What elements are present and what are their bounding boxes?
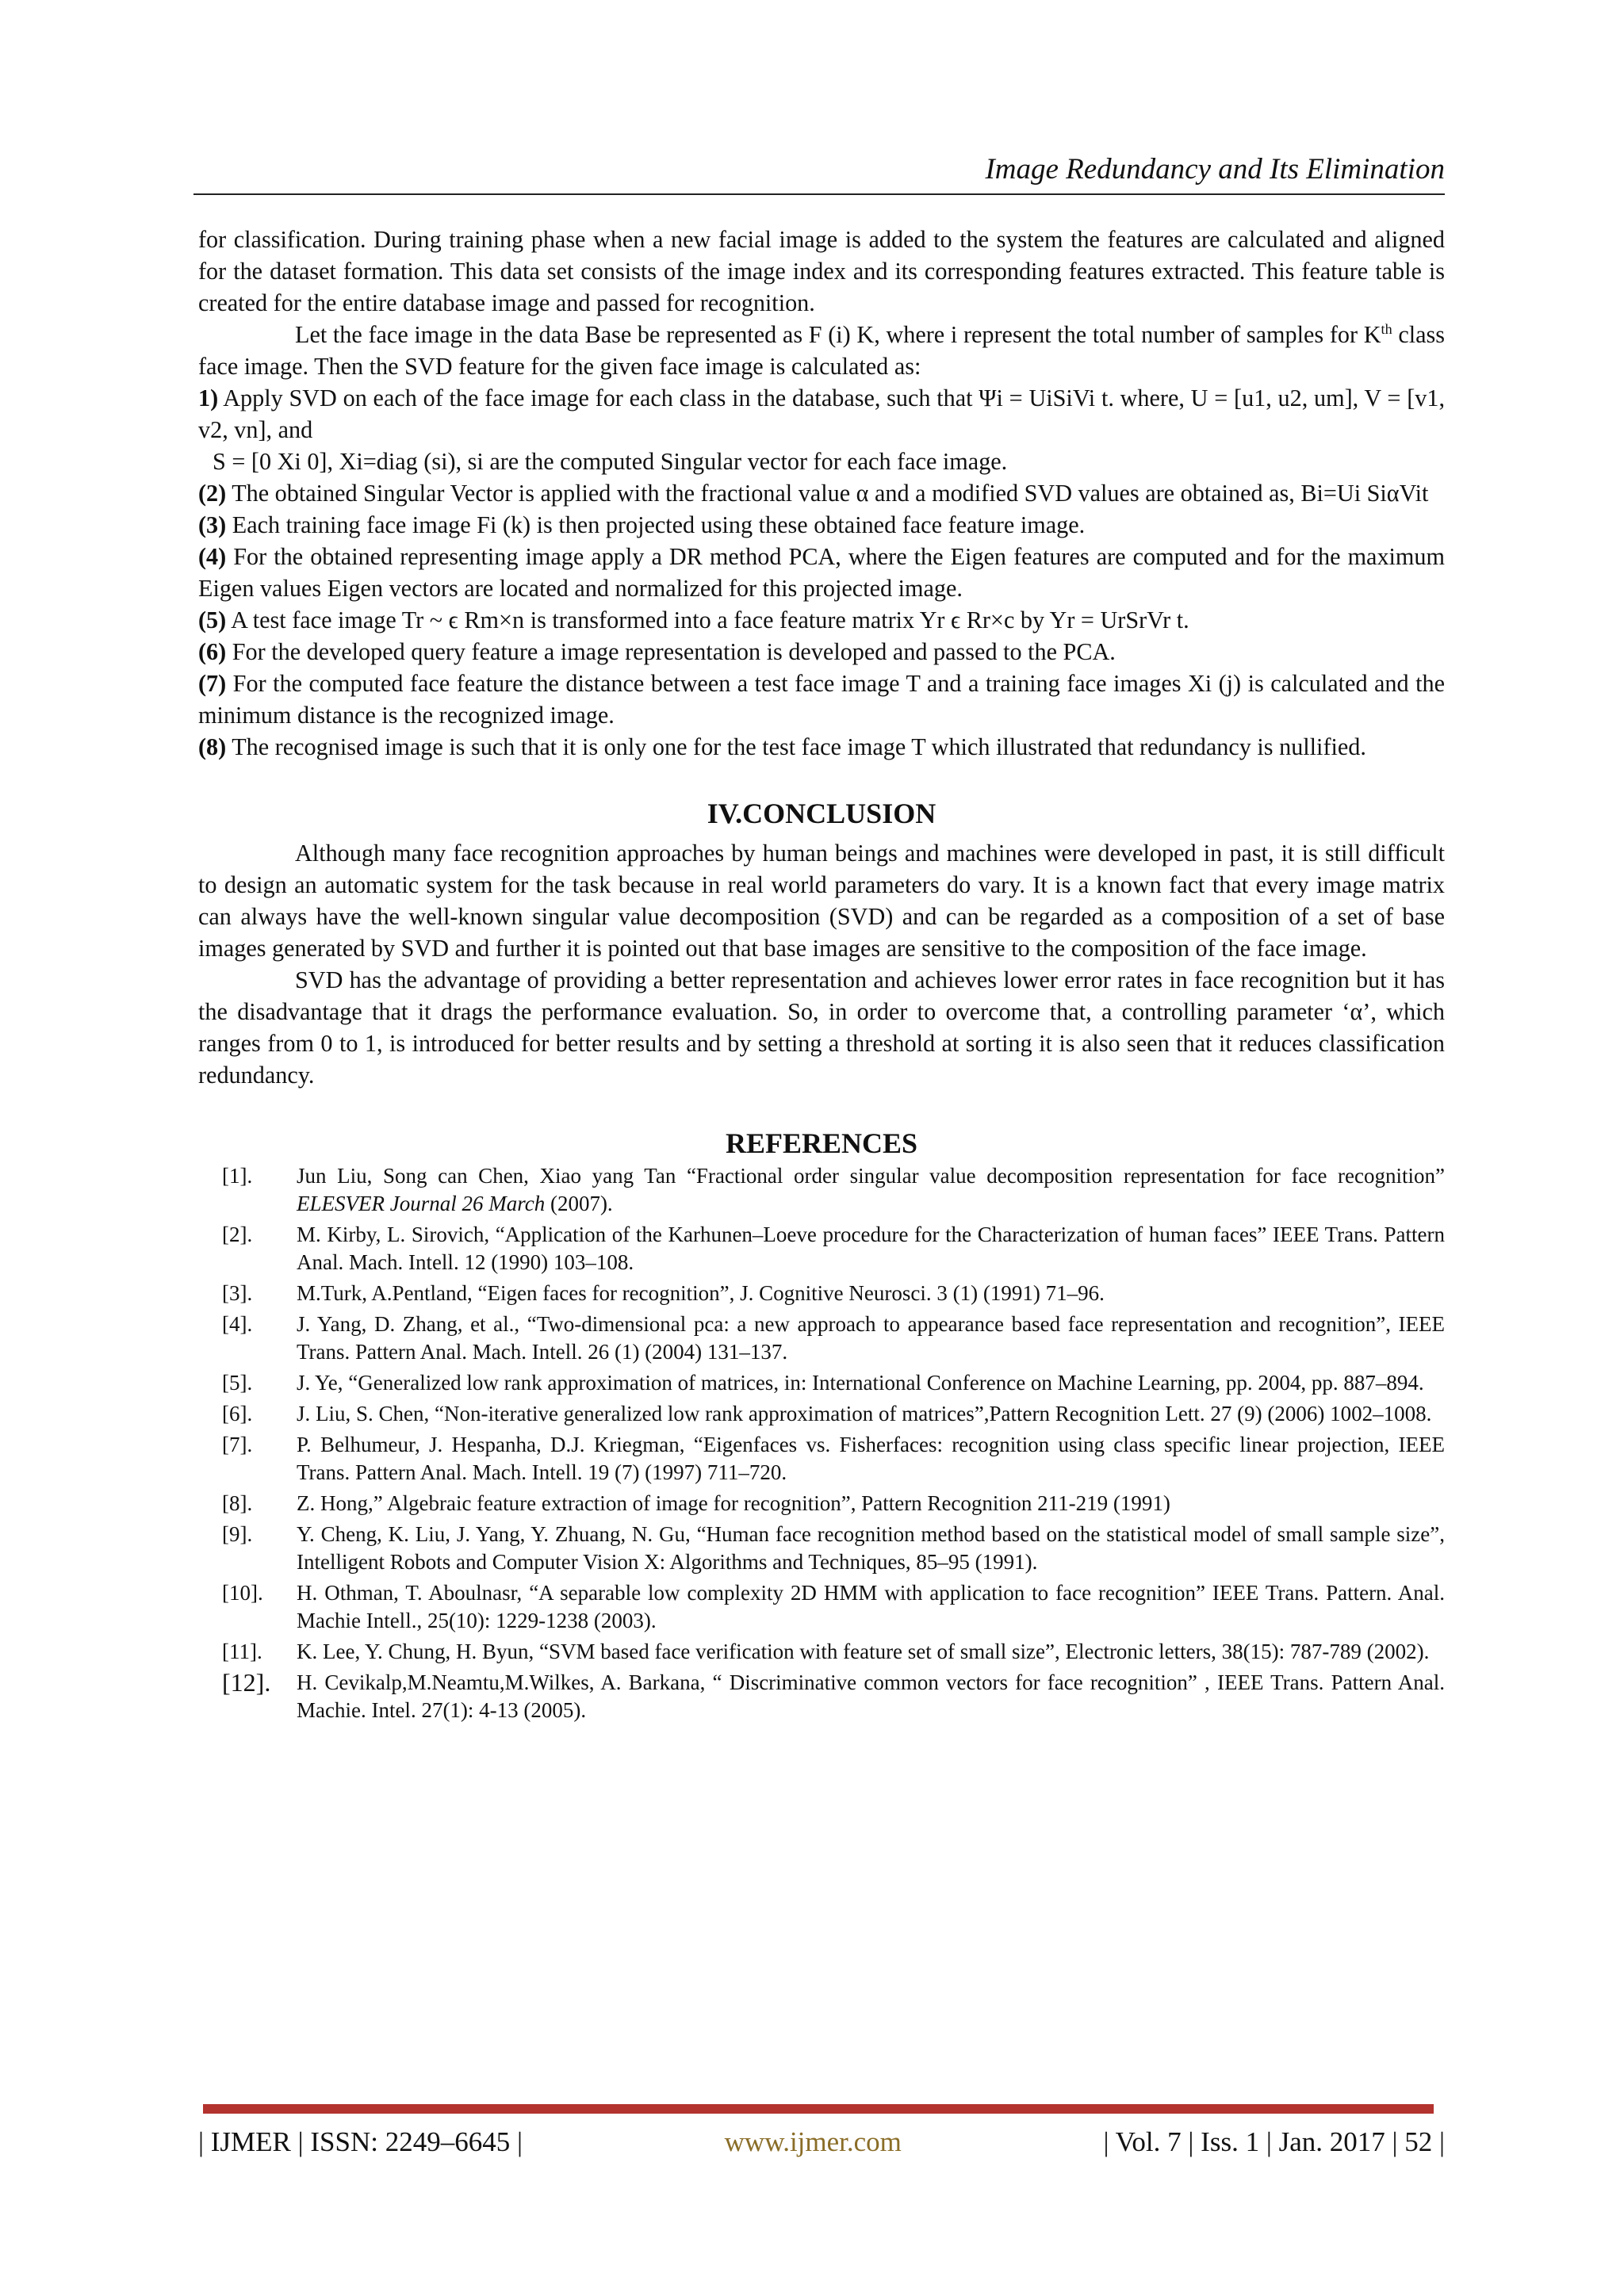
reference-text-run: J. Liu, S. Chen, “Non-iterative generalized low rank approximation of matrices”,Pattern Recognition Lett. 27 (9) (2006) 1002–1008.: [297, 1402, 1432, 1425]
reference-text: [297, 1490, 1445, 1517]
footer-issue: | Vol. 7 | Iss. 1 | Jan. 2017 | 52 |: [1103, 2126, 1445, 2157]
step-number: (2): [198, 480, 227, 507]
reference-item: [198, 1221, 1445, 1276]
paragraph: [198, 319, 1445, 382]
reference-item: [198, 1162, 1445, 1218]
reference-item: [198, 1369, 1445, 1397]
step-number: (7): [198, 670, 227, 697]
reference-journal: ELESVER Journal 26 March: [297, 1192, 546, 1215]
reference-number: [11].: [222, 1640, 262, 1663]
reference-tail: (2007).: [545, 1192, 613, 1215]
step-number: (8): [198, 733, 227, 760]
reference-number: [4].: [222, 1312, 253, 1336]
step-number: (5): [198, 607, 227, 633]
reference-text-run: Z. Hong,” Algebraic feature extraction of image for recognition”, Pattern Recognition 211-219 (1991): [297, 1491, 1170, 1515]
step-4: [198, 541, 1445, 604]
superscript: th: [1381, 320, 1392, 337]
reference-text-run: J. Yang, D. Zhang, et al., “Two-dimensional pca: a new approach to appearance based face representation and recognition”, IEEE Trans. Pattern Anal. Mach. Intell. 26 (1) (2004) 131–137.: [297, 1312, 1445, 1364]
reference-number: [1].: [222, 1164, 253, 1188]
footer-website-link[interactable]: www.ijmer.com: [724, 2126, 902, 2157]
reference-item: [198, 1490, 1445, 1517]
footer-bar: [203, 2104, 1434, 2114]
page-body: [198, 224, 1445, 1728]
reference-text-run: H. Cevikalp,M.Neamtu,M.Wilkes, A. Barkana, “ Discriminative common vectors for face recognition” , IEEE Trans. Pattern Anal. Machie. Intel. 27(1): 4-13 (2005).: [297, 1670, 1445, 1722]
text-run: class face image. Then the SVD feature for the given face image is calculated as:: [198, 321, 1445, 380]
reference-text-run: P. Belhumeur, J. Hespanha, D.J. Kriegman, “Eigenfaces vs. Fisherfaces: recognition using class specific linear projection, IEEE Trans. Pattern Anal. Mach. Intell. 19 (7) (1997) 711–720.: [297, 1433, 1445, 1484]
reference-text-run: J. Ye, “Generalized low rank approximation of matrices, in: International Conference on Machine Learning, pp. 2004, pp. 887–894.: [297, 1371, 1424, 1395]
step-text: A test face image Tr ~ ϵ Rm×n is transformed into a face feature matrix Yr ϵ Rr×c by Yr = UrSrVr t.: [226, 607, 1189, 633]
reference-item: [198, 1638, 1445, 1666]
step-text: For the developed query feature a image representation is developed and passed to the PCA.: [226, 638, 1116, 665]
text-run: Let the face image in the data Base be represented as F (i) K, where i represent the total number of samples for K: [295, 321, 1381, 348]
step-text: The recognised image is such that it is only one for the test face image T which illustrated that redundancy is nullified.: [226, 733, 1366, 760]
reference-number: [12].: [222, 1668, 271, 1697]
reference-text: [297, 1521, 1445, 1576]
reference-item: [198, 1431, 1445, 1487]
reference-text: [297, 1431, 1445, 1487]
reference-text-run: K. Lee, Y. Chung, H. Byun, “SVM based face verification with feature set of small size”, Electronic letters, 38(15): 787-789 (2002).: [297, 1640, 1430, 1663]
reference-text: [297, 1311, 1445, 1366]
reference-number: [7].: [222, 1433, 253, 1456]
step-2: [198, 477, 1445, 509]
reference-number: [3].: [222, 1281, 253, 1305]
reference-text: [297, 1369, 1445, 1397]
step-text: For the obtained representing image apply a DR method PCA, where the Eigen features are computed and for the maximum Eigen values Eigen vectors are located and normalized for this projected image.: [198, 543, 1445, 602]
step-7: [198, 668, 1445, 731]
step-8: [198, 731, 1445, 763]
header-rule: [193, 193, 1445, 195]
reference-text: [297, 1638, 1445, 1666]
section-heading-references: REFERENCES: [725, 1127, 918, 1159]
section-heading-conclusion: IV.CONCLUSION: [707, 798, 936, 829]
reference-text: [297, 1579, 1445, 1635]
step-text: Apply SVD on each of the face image for each class in the database, such that Ψi = UiSiVi t. where, U = [u1, u2, um], V = [v1, v2, vn], and: [198, 385, 1445, 443]
reference-number: [5].: [222, 1371, 253, 1395]
reference-number: [10].: [222, 1581, 263, 1605]
paragraph: SVD has the advantage of providing a better representation and achieves lower error rates in face recognition but it has the disadvantage that it drags the performance evaluation. So, in order to overcome that, a controlling parameter ‘α’, which ranges from 0 to 1, is introduced for better results and by setting a threshold at sorting it is also seen that it reduces classification redundancy.: [198, 966, 1445, 1089]
step-number: (3): [198, 511, 227, 538]
reference-number: [8].: [222, 1491, 253, 1515]
step-number: 1): [198, 385, 219, 411]
reference-text-run: M.Turk, A.Pentland, “Eigen faces for recognition”, J. Cognitive Neurosci. 3 (1) (1991) 71–96.: [297, 1281, 1105, 1305]
reference-text: [297, 1221, 1445, 1276]
reference-text: [297, 1400, 1445, 1428]
step-number: (6): [198, 638, 227, 665]
footer-journal: | IJMER | ISSN: 2249–6645 |: [198, 2126, 523, 2157]
step-text: The obtained Singular Vector is applied with the fractional value α and a modified SVD values are obtained as, Bi=Ui SiαVit: [226, 480, 1429, 507]
step-text: For the computed face feature the distance between a test face image T and a training face images Xi (j) is calculated and the minimum distance is the recognized image.: [198, 670, 1445, 729]
step-1-continued: S = [0 Xi 0], Xi=diag (si), si are the computed Singular vector for each face image.: [213, 448, 1008, 475]
reference-text-run: Y. Cheng, K. Liu, J. Yang, Y. Zhuang, N. Gu, “Human face recognition method based on the statistical model of small sample size”, Intelligent Robots and Computer Vision X: Algorithms and Techniques, 85–95 (1991).: [297, 1522, 1445, 1574]
reference-item: [198, 1311, 1445, 1366]
reference-text: [297, 1162, 1445, 1218]
reference-text-run: M. Kirby, L. Sirovich, “Application of the Karhunen–Loeve procedure for the Characterization of human faces” IEEE Trans. Pattern Anal. Mach. Intell. 12 (1990) 103–108.: [297, 1223, 1445, 1274]
reference-list: [198, 1162, 1445, 1724]
paragraph: for classification. During training phase when a new facial image is added to the system the features are calculated and aligned for the dataset formation. This data set consists of the image index and its corresponding features extracted. This feature table is created for the entire database image and passed for recognition.: [198, 226, 1445, 316]
reference-item: [198, 1669, 1445, 1724]
reference-number: [2].: [222, 1223, 253, 1246]
reference-item: [198, 1280, 1445, 1307]
step-3: [198, 509, 1445, 541]
reference-item: [198, 1400, 1445, 1428]
reference-item: [198, 1521, 1445, 1576]
reference-number: [6].: [222, 1402, 253, 1425]
reference-item: [198, 1579, 1445, 1635]
reference-text-run: H. Othman, T. Aboulnasr, “A separable low complexity 2D HMM with application to face recognition” IEEE Trans. Pattern. Anal. Machie Intell., 25(10): 1229-1238 (2003).: [297, 1581, 1445, 1632]
reference-text: [297, 1669, 1445, 1724]
footer: [198, 2126, 1445, 2158]
step-1: [198, 382, 1445, 446]
step-text: Each training face image Fi (k) is then projected using these obtained face feature image.: [226, 511, 1086, 538]
reference-number: [9].: [222, 1522, 253, 1546]
step-6: [198, 636, 1445, 668]
running-title: Image Redundancy and Its Elimination: [985, 153, 1445, 186]
reference-text: [297, 1280, 1445, 1307]
paragraph: Although many face recognition approaches by human beings and machines were developed in past, it is still difficult to design an automatic system for the task because in real world parameters do vary. It is a known fact that every image matrix can always have the well-known singular value decomposition (SVD) and can be regarded as a composition of a set of base images generated by SVD and further it is pointed out that base images are sensitive to the composition of the face image.: [198, 840, 1445, 962]
step-number: (4): [198, 543, 227, 570]
step-5: [198, 604, 1445, 636]
reference-text-run: Jun Liu, Song can Chen, Xiao yang Tan “Fractional order singular value decomposition representation for face recognition”: [297, 1164, 1445, 1188]
